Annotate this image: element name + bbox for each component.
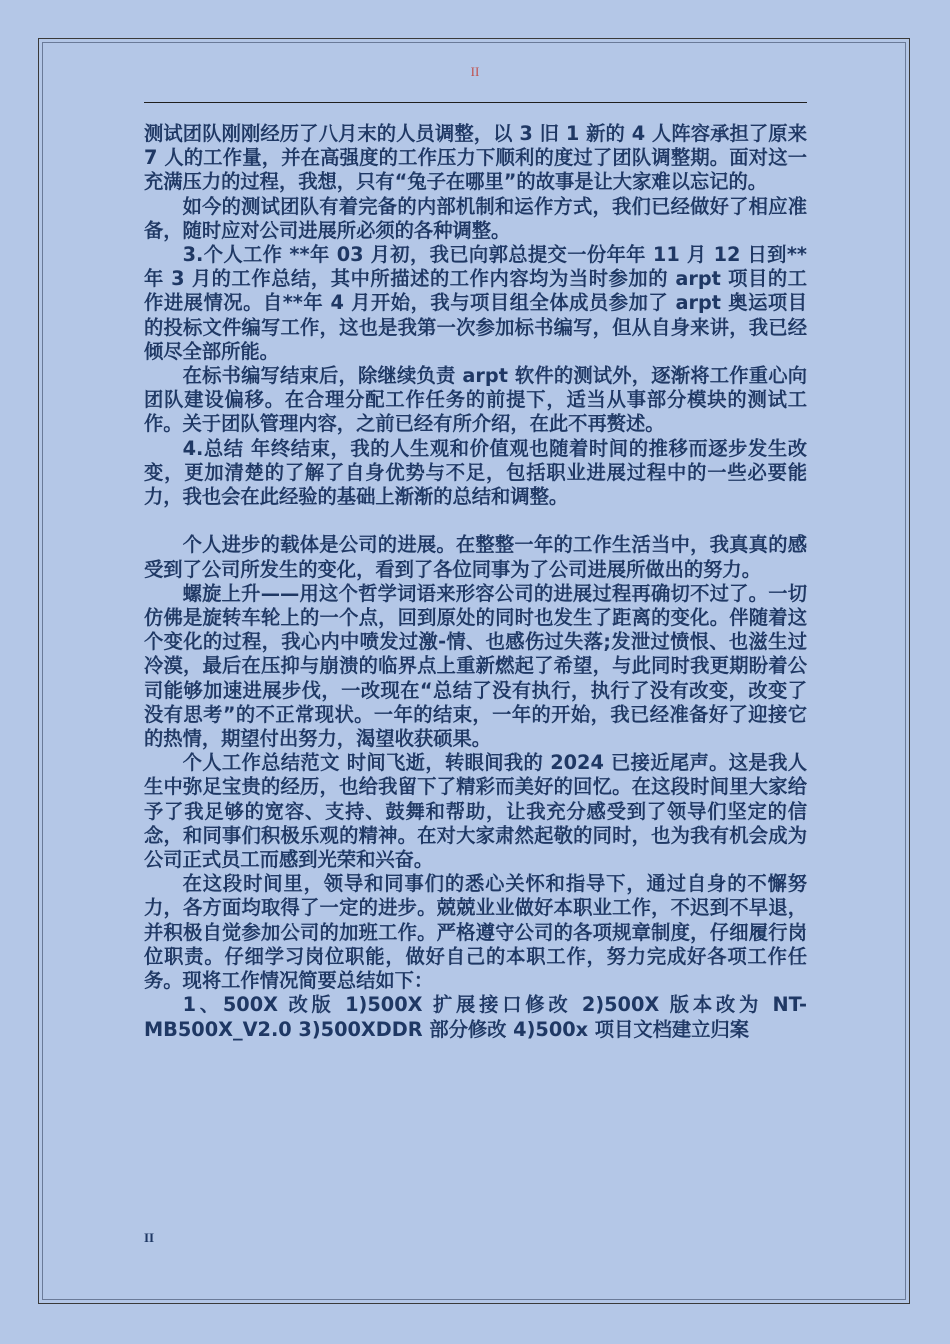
paragraph-3: 3.个人工作 **年 03 月初，我已向郭总提交一份年年 11 月 12 日到**年 3 月的工作总结，其中所描述的工作内容均为当时参加的 arpt 项目的工作进展情况。自**年 4 月开始，我与项目组全体成员参加了 arpt 奥运项目的投标文件编写工作，这也是我第一次参加标书编写，但从自身来讲，我已经倾尽全部所能。 — [144, 243, 807, 363]
header-rule — [144, 102, 807, 103]
paragraph-10: 1、500X 改版 1)500X 扩展接口修改 2)500X 版本改为 NT-MB500X_V2.0 3)500XDDR 部分修改 4)500x 项目文档建立归案 — [144, 993, 807, 1041]
paragraph-2: 如今的测试团队有着完备的内部机制和运作方式，我们已经做好了相应准备，随时应对公司进展所必须的各种调整。 — [144, 194, 807, 242]
paragraph-6: 个人进步的载体是公司的进展。在整整一年的工作生活当中，我真真的感受到了公司所发生的变化，看到了各位同事为了公司进展所做出的努力。 — [144, 533, 807, 581]
paragraph-9: 在这段时间里，领导和同事们的悉心关怀和指导下，通过自身的不懈努力，各方面均取得了一定的进步。兢兢业业做好本职业工作，不迟到不早退，并积极自觉参加公司的加班工作。严格遵守公司的各项规章制度，仔细履行岗位职责。仔细学习岗位职能，做好自己的本职工作，努力完成好各项工作任务。现将工作情况简要总结如下： — [144, 872, 807, 993]
paragraph-4: 在标书编写结束后，除继续负责 arpt 软件的测试外，逐渐将工作重心向团队建设偏移。在合理分配工作任务的前提下，适当从事部分模块的测试工作。关于团队管理内容，之前已经有所介绍，在此不再赘述。 — [144, 364, 807, 436]
footer-mark: II — [144, 1230, 155, 1245]
header-mark: II — [470, 64, 480, 79]
paragraph-5: 4.总结 年终结束，我的人生观和价值观也随着时间的推移而逐步发生改变，更加清楚的了解了自身优势与不足，包括职业进展过程中的一些必要能力，我也会在此经验的基础上渐渐的总结和调整。 — [144, 436, 807, 509]
document-body — [144, 122, 807, 1042]
paragraph-7: 螺旋上升——用这个哲学词语来形容公司的进展过程再确切不过了。一切仿佛是旋转车轮上的一个点，回到原处的同时也发生了距离的变化。伴随着这个变化的过程，我心内中喷发过激-情、也感伤过失落;发泄过愤恨、也滋生过冷漠，最后在压抑与崩溃的临界点上重新燃起了希望，与此同时我更期盼着公司能够加速进展步伐，一改现在“总结了没有执行，执行了没有改变，改变了没有思考”的不正常现状。一年的结束，一年的开始，我已经准备好了迎接它的热情，期望付出努力，渴望收获硕果。 — [144, 581, 807, 751]
blank-line — [144, 509, 807, 533]
paragraph-8: 个人工作总结范文 时间飞逝，转眼间我的 2024 已接近尾声。这是我人生中弥足宝贵的经历，也给我留下了精彩而美好的回忆。在这段时间里大家给予了我足够的宽容、支持、鼓舞和帮助，让我充分感受到了领导们坚定的信念，和同事们积极乐观的精神。在对大家肃然起敬的同时，也为我有机会成为公司正式员工而感到光荣和兴奋。 — [144, 751, 807, 872]
paragraph-1: 测试团队刚刚经历了八月末的人员调整，以 3 旧 1 新的 4 人阵容承担了原来 7 人的工作量，并在高强度的工作压力下顺利的度过了团队调整期。面对这一充满压力的过程，我想，只有“兔子在哪里”的故事是让大家难以忘记的。 — [144, 122, 808, 194]
